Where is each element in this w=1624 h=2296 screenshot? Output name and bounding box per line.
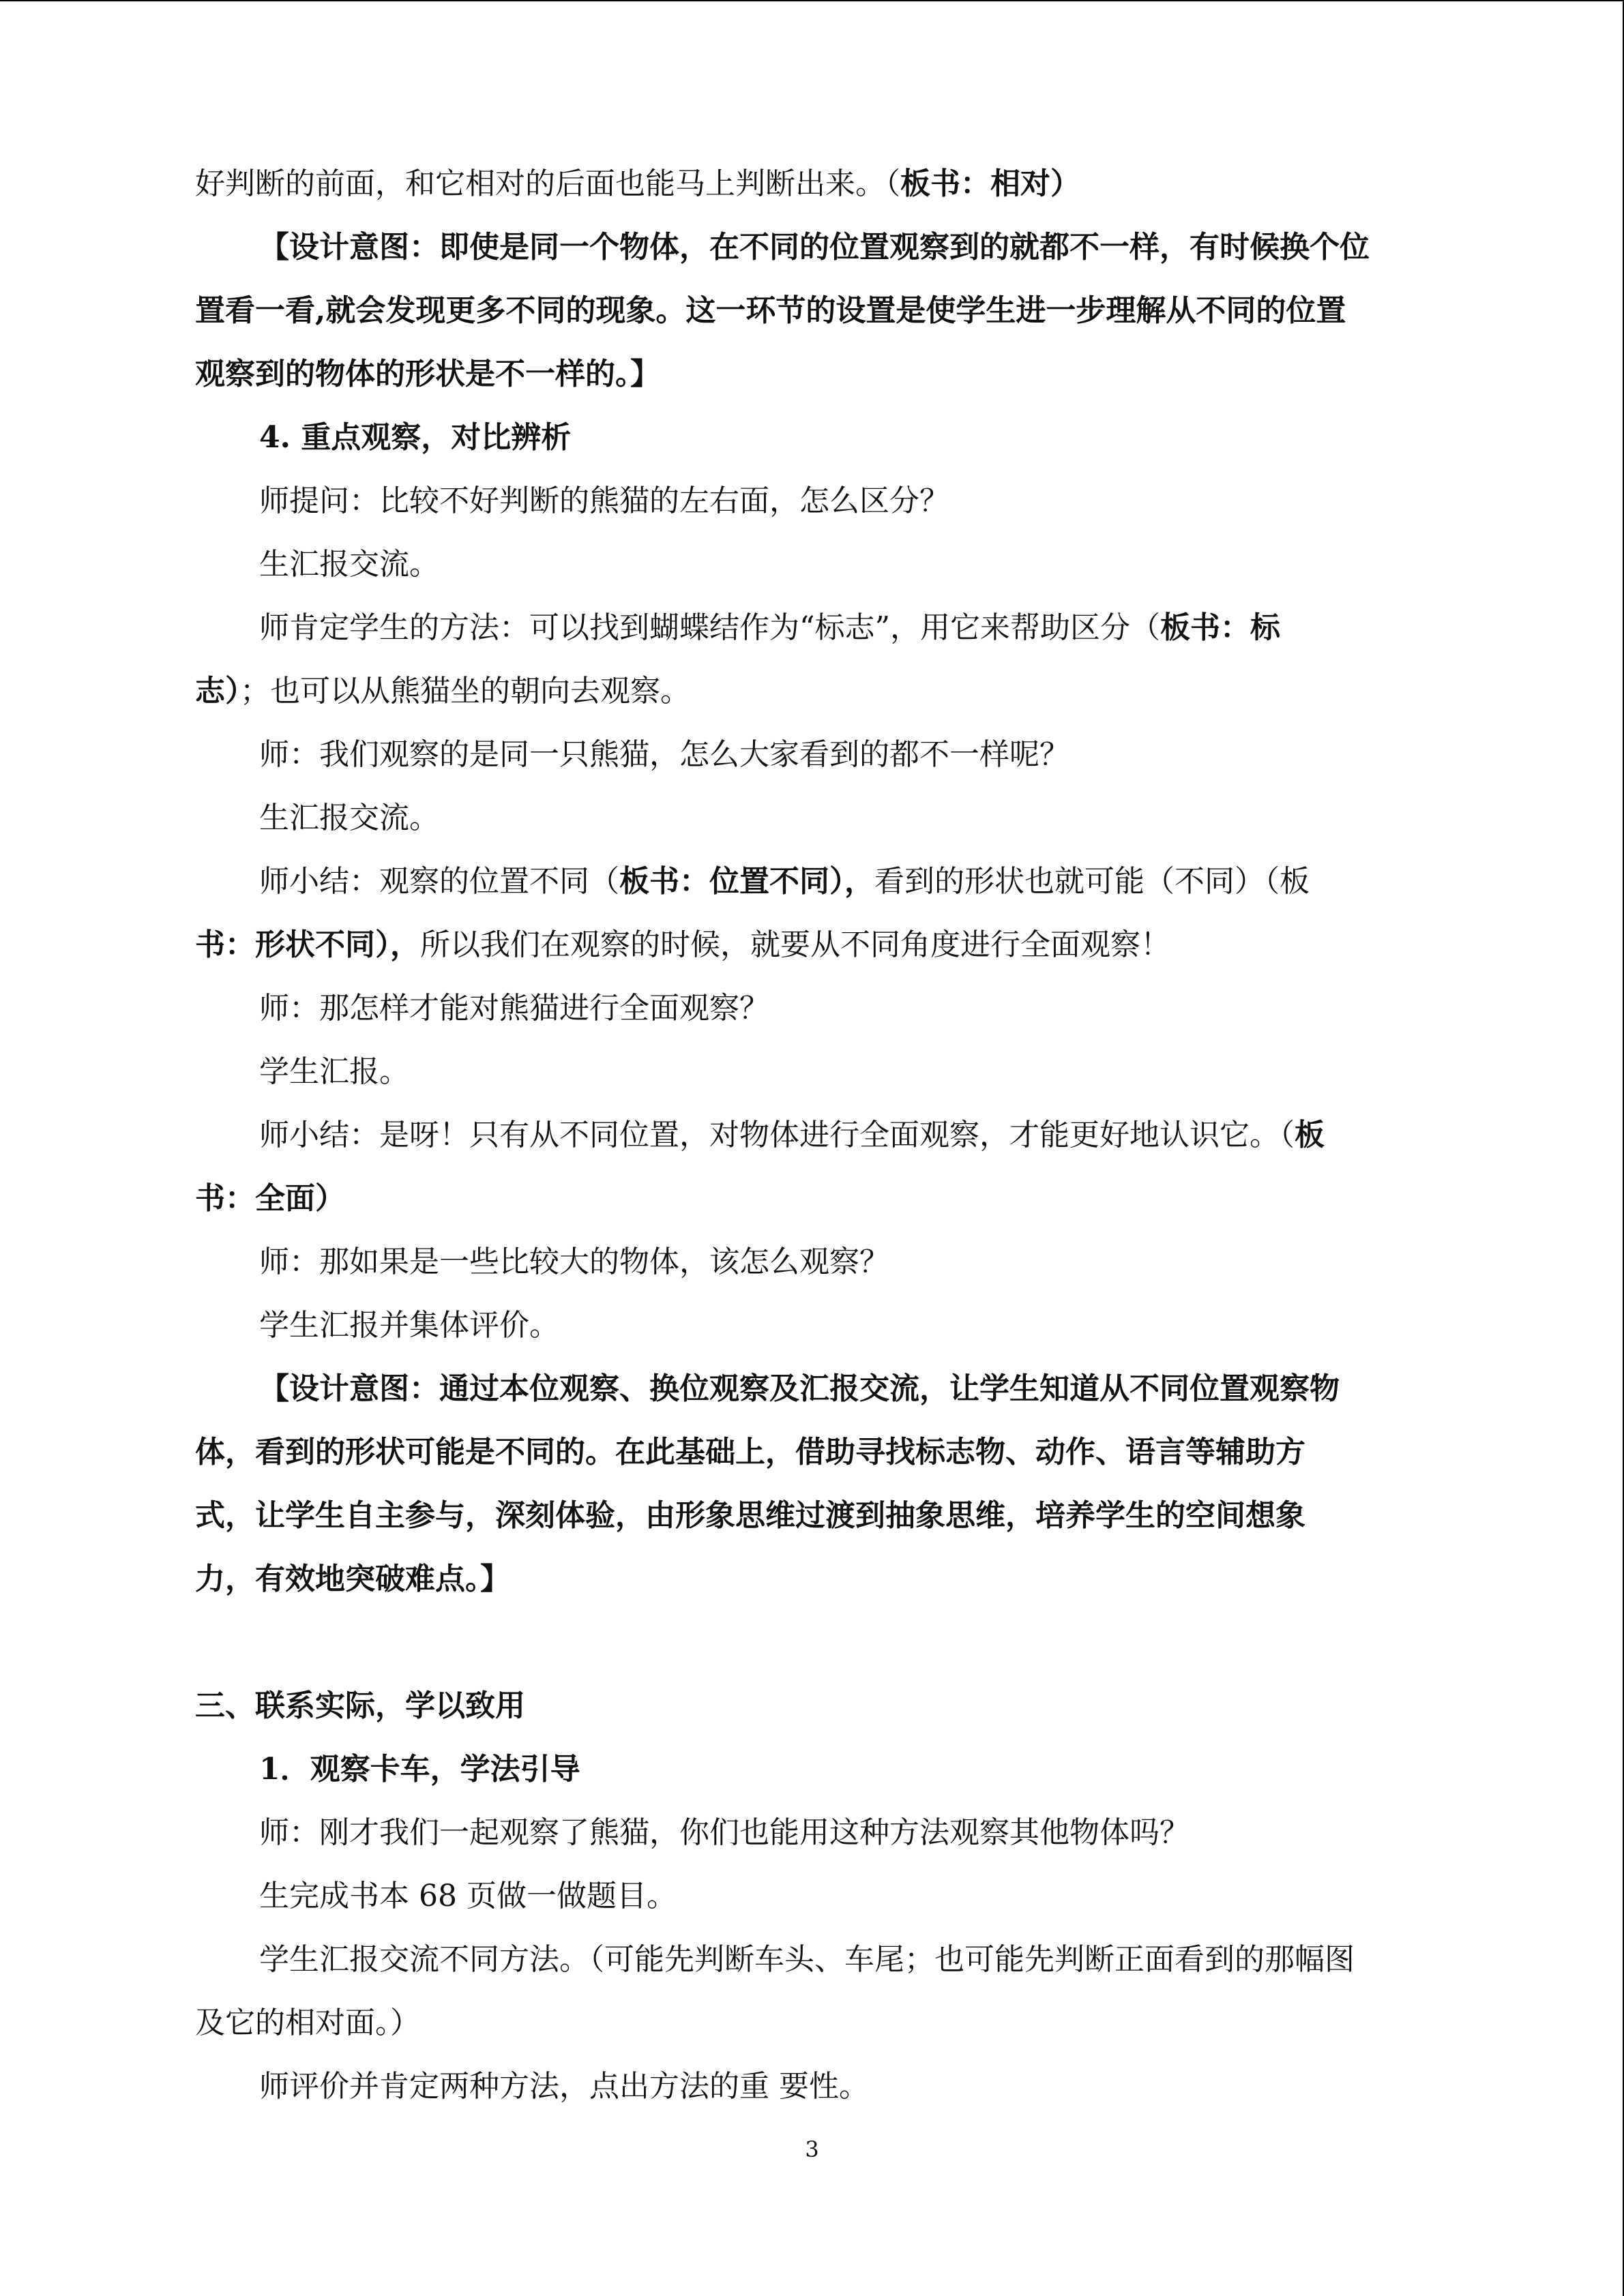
- text-line-9: 志）；也可以从熊猫坐的朝向去观察。: [195, 674, 690, 709]
- design-intent-line-2: 置看一看,就会发现更多不同的现象。这一环节的设置是使学生进一步理解从不同的位置: [195, 293, 1346, 328]
- text-line-14: 师：那怎样才能对熊猫进行全面观察？: [259, 991, 769, 1026]
- design-intent-2-line-2: 体，看到的形状可能是不同的。在此基础上，借助寻找标志物、动作、语言等辅助方: [195, 1435, 1305, 1470]
- design-intent-line-1: 【设计意图：即使是同一个物体，在不同的位置观察到的就都不一样，有时候换个位: [259, 230, 1370, 265]
- text-line-27: 生完成书本 68 页做一做题目。: [259, 1879, 677, 1913]
- text-line-15: 学生汇报。: [259, 1054, 409, 1089]
- text-line-11: 生汇报交流。: [259, 801, 439, 835]
- text-line-29: 及它的相对面。）: [195, 2006, 420, 2040]
- text-line-7: 生汇报交流。: [259, 547, 439, 582]
- text-line-18: 师：那如果是一些比较大的物体，该怎么观察？: [259, 1244, 889, 1279]
- subsection-heading-1: 1．观察卡车，学法引导: [259, 1752, 580, 1787]
- text-line-30: 师评价并肯定两种方法，点出方法的重 要性。: [259, 2069, 869, 2104]
- page-number: 3: [805, 2136, 819, 2162]
- text-line-28: 学生汇报交流不同方法。（可能先判断车头、车尾；也可能先判断正面看到的那幅图: [259, 1942, 1355, 1977]
- text-line-12: 师小结：观察的位置不同（板书：位置不同），看到的形状也就可能（不同）（板: [259, 864, 1310, 899]
- text-line-8: 师肯定学生的方法：可以找到蝴蝶结作为“标志”，用它来帮助区分（板书：标: [259, 610, 1280, 645]
- design-intent-2-line-4: 力，有效地突破难点。】: [195, 1562, 510, 1596]
- text-line-1: 好判断的前面，和它相对的后面也能马上判断出来。（板书：相对）: [195, 166, 1080, 201]
- design-intent-2-line-3: 式，让学生自主参与，深刻体验，由形象思维过渡到抽象思维，培养学生的空间想象: [195, 1498, 1305, 1533]
- text-line-19: 学生汇报并集体评价。: [259, 1308, 559, 1343]
- text-line-10: 师：我们观察的是同一只熊猫，怎么大家看到的都不一样呢？: [259, 737, 1069, 772]
- text-line-26: 师：刚才我们一起观察了熊猫，你们也能用这种方法观察其他物体吗？: [259, 1815, 1190, 1850]
- section-heading-3: 三、联系实际，学以致用: [195, 1688, 525, 1723]
- text-line-16: 师小结：是呀！只有从不同位置，对物体进行全面观察，才能更好地认识它。（板: [259, 1118, 1325, 1152]
- design-intent-line-3: 观察到的物体的形状是不一样的。】: [195, 357, 660, 391]
- text-line-13: 书：形状不同），所以我们在观察的时候，就要从不同角度进行全面观察！: [195, 927, 1170, 962]
- section-heading-4: 4. 重点观察，对比辨析: [259, 420, 572, 455]
- text-line-17: 书：全面）: [195, 1181, 345, 1216]
- text-line-6: 师提问：比较不好判断的熊猫的左右面，怎么区分？: [259, 483, 949, 518]
- design-intent-2-line-1: 【设计意图：通过本位观察、换位观察及汇报交流，让学生知道从不同位置观察物: [259, 1371, 1340, 1406]
